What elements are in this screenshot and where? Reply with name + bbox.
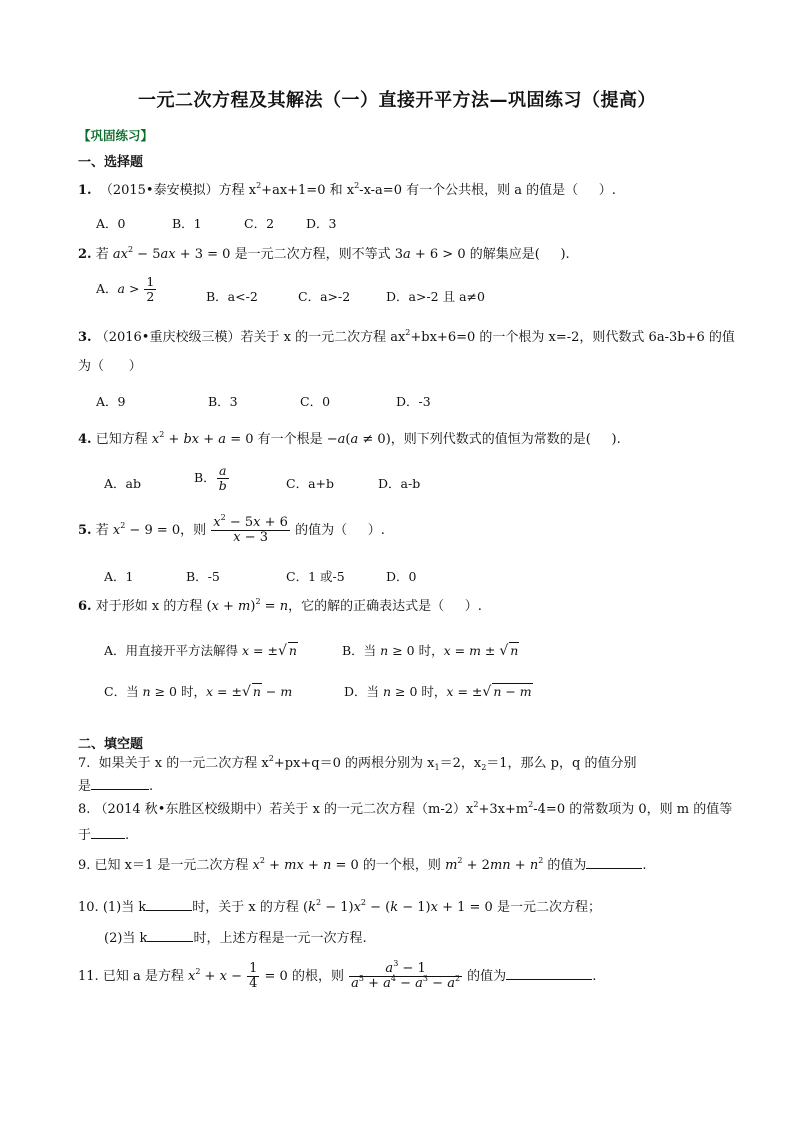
option-b: B．当 n ≥ 0 时，x = m ± √ n	[342, 643, 519, 659]
question-stem: 对于形如 x 的方程 $(x + m)^2 = n$，它的解的正确表达式是（ ）.	[95, 597, 482, 614]
question-number: 2.	[78, 247, 92, 262]
question-3-continued: 为（ ）	[78, 359, 142, 374]
question-1	[78, 182, 616, 200]
question-stem: （2015•泰安模拟）方程 $x^2+ax+1=0$ 和 $x^2-x-a=0$ 有一个公共根，则 a 的值是（ ）.	[95, 181, 616, 198]
question-11	[78, 959, 597, 991]
question-stem: （2016•重庆校级三模）若关于 x 的一元二次方程 $ax^2+bx+6=0$ 的一个根为 x=-2，则代数式 6a-3b+6 的值	[95, 328, 735, 345]
option-b: B． $\frac{a}{b}$	[194, 463, 227, 493]
option-d: D．3	[306, 216, 337, 231]
option-b: B．1	[172, 216, 202, 231]
question-5	[78, 513, 385, 545]
question-9	[78, 855, 647, 875]
question-stem: 如果关于 x 的一元二次方程 $x^2+px+q=0$ 的两根分别为 $x_1=2$，$x_2=1$，那么 p，q 的值分别	[94, 754, 637, 772]
question-6	[78, 598, 482, 616]
section-heading-choice: 一、选择题	[78, 155, 144, 170]
question-8-continued: 于 .	[78, 825, 129, 845]
option-c: C．当 n ≥ 0 时，x = ±√ n − m	[104, 684, 293, 700]
question-number: 10.	[78, 900, 99, 915]
option-b: B．-5	[186, 569, 220, 584]
question-part-1: (1)当 k 时，关于 x 的方程 $(k^2 - 1)x^2 - (k - 1)x + 1 = 0$ 是一元二次方程；	[102, 898, 601, 915]
fraction: $\frac{a}{b}$	[218, 463, 227, 493]
page-title: 一元二次方程及其解法（一）直接开平方法—巩固练习（提高）	[138, 90, 656, 111]
question-number: 11.	[78, 969, 99, 984]
answer-blank[interactable]	[506, 966, 592, 980]
question-2	[78, 246, 570, 264]
question-8	[78, 801, 732, 819]
option-a: A．ab	[104, 476, 141, 491]
option-c: C．0	[300, 394, 331, 409]
question-7-continued: 是 .	[78, 776, 153, 796]
fraction: $\frac{1}{4}$	[249, 961, 258, 991]
option-b: B．3	[208, 394, 238, 409]
answer-blank[interactable]	[91, 776, 149, 790]
question-number: 8.	[78, 802, 91, 817]
question-3	[78, 329, 735, 347]
option-b: B．a<-2	[206, 289, 258, 304]
question-stem: 已知 a 是方程 $x^2 + x$ − $\frac{1}{4}$ = 0 的根，则 $\frac{a^3 - 1}{a^5 + a^4 - a^3 - a^2}$ 的值为 .	[102, 959, 597, 991]
option-a: A．9	[96, 394, 126, 409]
question-10	[78, 897, 601, 917]
question-number: 4.	[78, 432, 92, 447]
option-d: D．-3	[396, 394, 431, 409]
question-stem: 若 $x^2 - 9 = 0$，则 $\frac{x^2 - 5x + 6}{x - 3}$ 的值为（ ）.	[95, 513, 385, 545]
option-a: A．a > $\frac{1}{2}$	[96, 274, 155, 304]
option-c: C．1 或-5	[286, 569, 345, 584]
option-a: A．1	[104, 569, 134, 584]
question-number: 6.	[78, 599, 92, 614]
section-tag: 【巩固练习】	[78, 128, 154, 143]
question-number: 1.	[78, 183, 92, 198]
option-d: D．a-b	[378, 476, 421, 491]
question-10-part-2: (2)当 k 时，上述方程是一元一次方程.	[104, 928, 367, 948]
fraction: $\frac{a^3 - 1}{a^5 + a^4 - a^3 - a^2}$	[351, 959, 461, 991]
fraction: $\frac{1}{2}$	[146, 274, 155, 304]
answer-blank[interactable]	[586, 855, 642, 869]
fraction: $\frac{x^2 - 5x + 6}{x - 3}$	[213, 513, 288, 545]
question-4	[78, 431, 621, 449]
question-stem: 若 $ax^2 - 5ax + 3 = 0$ 是一元二次方程，则不等式 3a + 6 > 0 的解集应是( ).	[95, 245, 570, 262]
answer-blank[interactable]	[146, 897, 192, 911]
answer-blank[interactable]	[91, 825, 125, 839]
option-c: C．2	[244, 216, 275, 231]
option-d: D．0	[386, 569, 417, 584]
option-a: A．用直接开平方法解得 x = ±√ n	[104, 643, 297, 659]
question-stem: 已知 x＝1 是一元二次方程 $x^2$ + mx + n = 0 的一个根，则 $m^2 + 2mn + n^2$ 的值为 .	[94, 856, 647, 873]
question-number: 7.	[78, 756, 91, 771]
option-d: D．当 n ≥ 0 时，x = ±√ n − m	[344, 684, 532, 700]
option-d: D．a>-2 且 a≠0	[386, 289, 485, 304]
option-c: C．a+b	[286, 476, 334, 491]
question-7	[78, 755, 636, 773]
option-a: A．0	[96, 216, 126, 231]
question-stem: （2014 秋•东胜区校级期中）若关于 x 的一元二次方程$(m-2)x^2+3x+m^2-4=0$ 的常数项为 0，则 m 的值等	[94, 800, 733, 817]
option-c: C．a>-2	[298, 289, 351, 304]
section-heading-fill: 二、填空题	[78, 737, 144, 752]
question-number: 3.	[78, 330, 92, 345]
question-number: 5.	[78, 523, 92, 538]
question-stem: 已知方程 $x^2$ + bx + a = 0 有一个根是 −a(a ≠ 0)，则下列代数式的值恒为常数的是( ).	[95, 430, 621, 447]
question-number: 9.	[78, 858, 91, 873]
answer-blank[interactable]	[147, 928, 193, 942]
